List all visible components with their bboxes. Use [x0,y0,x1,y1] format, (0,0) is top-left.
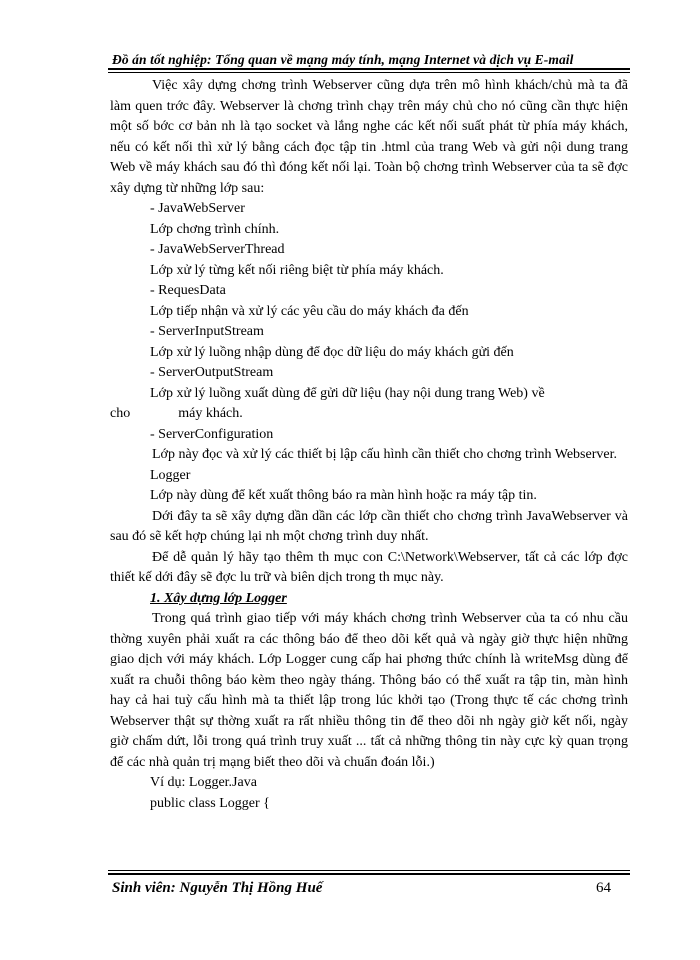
footer-rule-thick [108,873,630,875]
class-description: Lớp tiếp nhận và xử lý các yêu cầu do máy khách đa đến [150,303,469,319]
page-number: 64 [596,880,611,896]
class-name: - ServerOutputStream [150,365,274,380]
running-header: Đồ án tốt nghiệp: Tổng quan về mạng máy tính, mạng Internet và dịch vụ E-mail [112,52,574,67]
output-stream-desc-line2 [110,404,628,425]
page-body [110,76,628,814]
output-stream-desc-end: máy khách. [178,406,243,421]
example-label: Ví dụ: Logger.Java [150,775,257,790]
class-description: Lớp xử lý luồng nhập dùng để đọc dữ liệu do máy khách gửi đến [150,344,514,360]
class-name: Logger [150,467,191,483]
class-description: Lớp này dùng để kết xuất thông báo ra màn hình hoặc ra máy tập tin. [150,488,537,503]
paragraph: Để dễ quản lý hãy tạo thêm th mục con C:\Network\Webserver, tất cả các lớp đợc thiết kế dới đây sẽ đợc lu trữ và biên dịch trong th mục này. [110,549,628,585]
footer-author: Sinh viên: Nguyễn Thị Hồng Huế [112,880,323,896]
class-description: Lớp xử lý từng kết nối riêng biệt từ phía máy khách. [150,262,444,278]
class-description: Lớp chơng trình chính. [150,221,280,237]
paragraph: Dới đây ta sẽ xây dựng dần dần các lớp cần thiết cho chơng trình JavaWebserver và sau đó sẽ kết hợp chúng lại nh một chơng trình duy nhất. [110,508,628,544]
footer-rule-thin [108,870,630,871]
output-stream-desc-line1: Lớp xử lý luồng xuất dùng để gửi dữ liệu (hay nội dung trang Web) về [150,385,545,401]
code-line: public class Logger { [150,795,270,811]
class-name: - JavaWebServer [150,201,245,216]
header-rule-thin [108,72,630,73]
class-name: - RequesData [150,283,226,298]
paragraph: Trong quá trình giao tiếp với máy khách chơng trình Webserver của ta có nhu cầu thờng xuyên phải xuất ra các thông báo để theo dõi kết quả và ngày giờ thực hiện những giao dịch với máy khách. Lớp Logger cung cấp hai phơng thức chính là writeMsg dùng để xuất ra chuỗi thông báo kèm theo ngày tháng. Thông báo có thể xuất ra tập tin, màn hình hay cả hai tuỳ cấu hình mà ta thiết lập trong lúc khởi tạo (Trong thực tế các chơng trình Webserver thật sự thờng xuất ra rất nhiều thông tin để theo dõi nh ngày giờ kết nối, ngày giờ chấm dứt, lỗi trong quá trình truy xuất ... tất cả những thông tin này cực kỳ quan trọng để các nhà quản trị mạng biết theo dõi và chuẩn đoán lỗi.) [110,611,628,770]
header-rule-thick [108,68,630,70]
output-stream-desc-cho: cho [110,406,131,421]
class-name: - JavaWebServerThread [150,242,285,257]
intro-paragraph: Việc xây dựng chơng trình Webserver cũng dựa trên mô hình khách/chủ mà ta đã làm quen trớc đây. Webserver là chơng trình chạy trên máy chủ cho nó cũng cần thực hiện một số bớc cơ bản nh là tạo socket và lắng nghe các kết nối suất phát từ phía máy khách, nếu có kết nối thì xử lý bằng cách đọc tập tin .html của trang Web và gửi nội dung trang Web về máy khách sau đó thì đóng kết nối lại. Toàn bộ chơng trình Webserver của ta sẽ đợc xây dựng từ những lớp sau: [110,78,628,196]
class-description: Lớp này đọc và xử lý các thiết bị lập cấu hình cần thiết cho chơng trình Webserver. [152,447,617,462]
section-heading: 1. Xây dựng lớp Logger [150,590,287,606]
class-name: - ServerConfiguration [150,426,274,442]
class-name: - ServerInputStream [150,324,264,339]
class-description [110,384,628,425]
